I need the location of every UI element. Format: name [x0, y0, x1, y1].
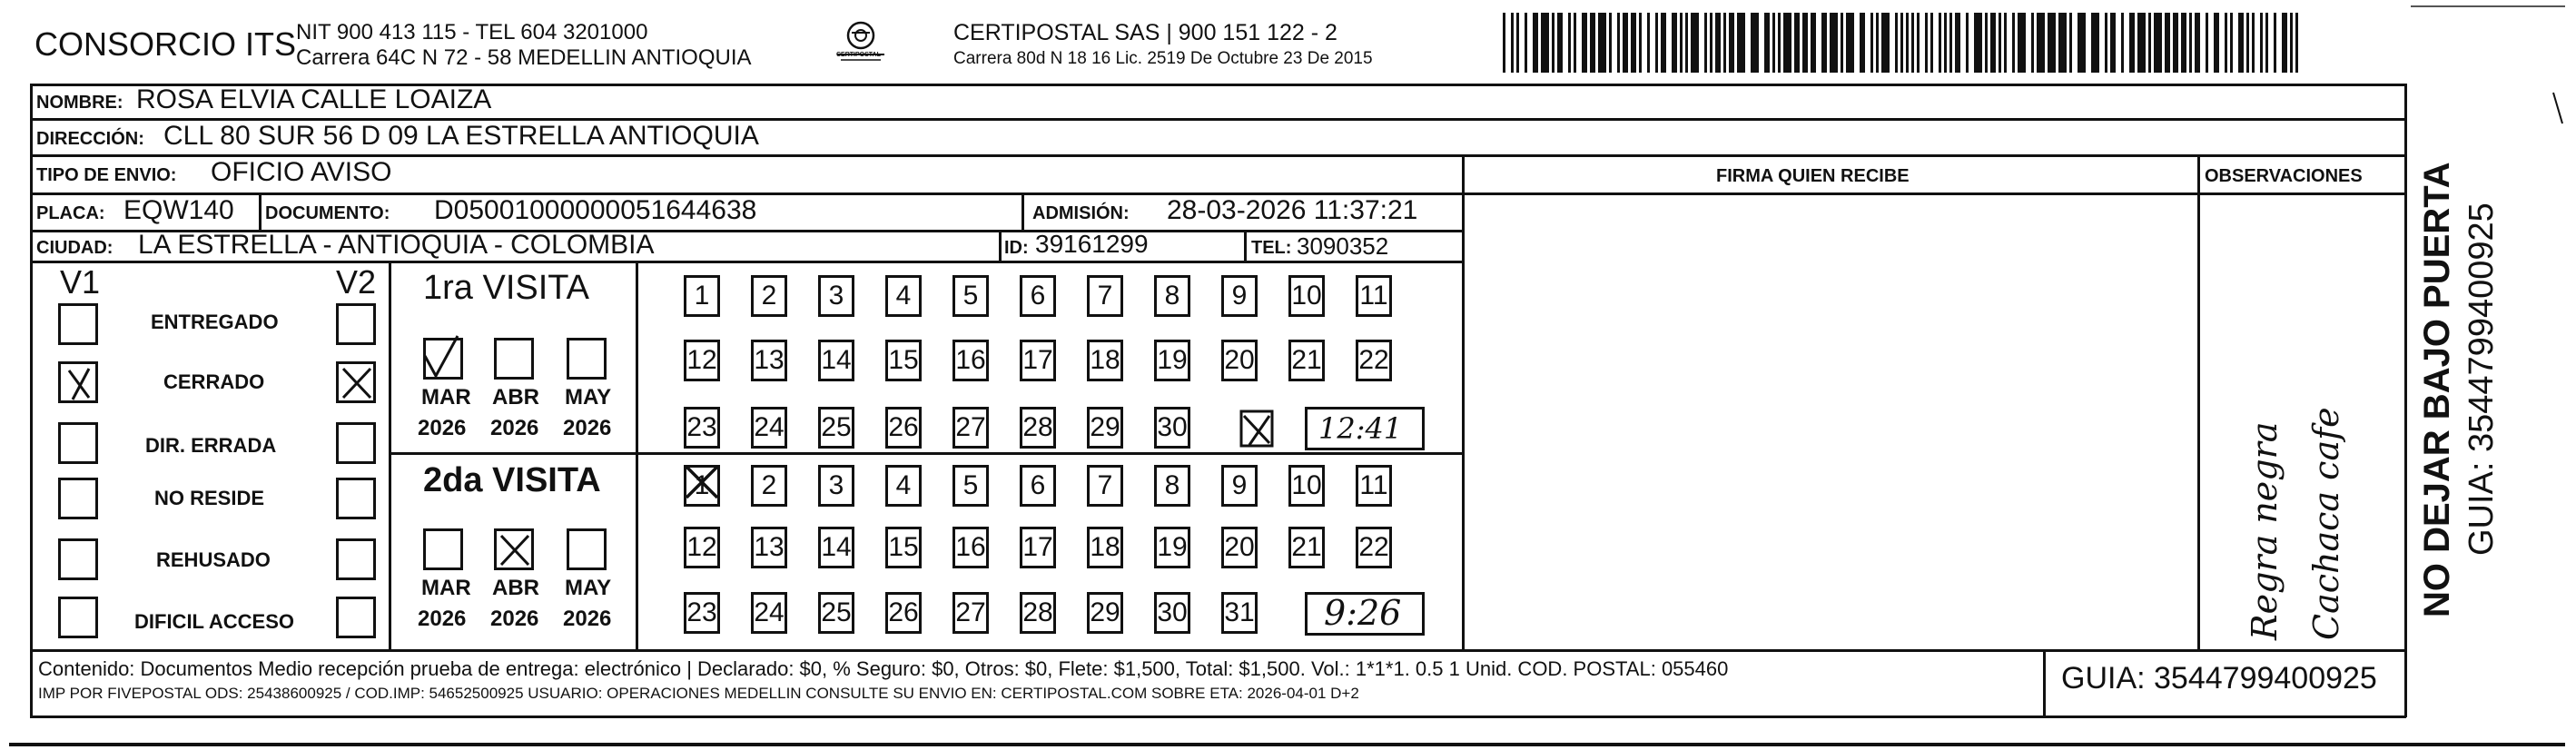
direccion-value: CLL 80 SUR 56 D 09 LA ESTRELLA ANTIOQUIA	[163, 121, 759, 151]
placa-value: EQW140	[123, 195, 234, 225]
footer-content-line: Contenido: Documentos Medio recepción prueba de entrega: electrónico | Declarado: $0, % Seguro: $0, Otros: $0, Flete: $1,500, Total: $1,500. Vol.: 1*1*1. 0.5 1 Unid. COD. POSTAL: 055460	[38, 657, 1729, 680]
barcode-bar	[1811, 13, 1816, 73]
barcode-bar	[1647, 13, 1650, 73]
visita1-month-mar: MAR	[421, 385, 471, 410]
barcode-bar	[2246, 13, 2249, 73]
barcode-bar	[1930, 13, 1933, 73]
barcode-bar	[1631, 13, 1636, 73]
barcode-bar	[1906, 13, 1909, 73]
company-name: CONSORCIO ITS	[35, 25, 297, 63]
barcode-bar	[2012, 13, 2015, 73]
visita2-day-8-box[interactable]: 8	[1154, 465, 1190, 507]
no-dejar-warning: NO DEJAR BAJO PUERTA	[2417, 162, 2457, 617]
barcode-bar	[2048, 13, 2056, 73]
barcode-bar	[2252, 13, 2255, 73]
visita1-day-7-box[interactable]: 7	[1087, 275, 1123, 317]
status-cerrado: CERRADO	[163, 370, 265, 393]
id-label: ID:	[1004, 238, 1029, 258]
v2-dir-errada-checkbox[interactable]	[336, 422, 376, 464]
barcode-bar	[1764, 13, 1770, 73]
barcode-bar	[1723, 13, 1726, 73]
barcode-bar	[2091, 13, 2099, 73]
company-address: Carrera 64C N 72 - 58 MEDELLIN ANTIOQUIA	[296, 45, 752, 70]
observation-line-1: Regra negra	[2245, 421, 2285, 640]
barcode-bar	[1990, 13, 1996, 73]
company-nit: NIT 900 413 115 - TEL 604 3201000	[296, 20, 648, 44]
barcode-bar	[1715, 13, 1721, 73]
barcode-bar	[1955, 13, 1960, 73]
status-dir-errada: DIR. ERRADA	[145, 434, 277, 457]
visita1-day-6-box[interactable]: 6	[1020, 275, 1056, 317]
barcode-bar	[2165, 13, 2170, 73]
courier-name: CERTIPOSTAL SAS | 900 151 122 - 2	[953, 20, 1337, 45]
visita1-day-15-box[interactable]: 15	[885, 340, 922, 381]
visita2-day-23-box[interactable]: 23	[684, 592, 720, 634]
barcode-bar	[2181, 13, 2186, 73]
barcode-bar	[1830, 13, 1838, 73]
barcode-bar	[1925, 13, 1928, 73]
barcode-bar	[1895, 13, 1898, 73]
visita2-day-2-box[interactable]: 2	[751, 465, 787, 507]
barcode-bar	[2195, 13, 2200, 73]
visita2-day-27-box[interactable]: 27	[952, 592, 989, 634]
status-no-reside: NO RESIDE	[154, 487, 265, 509]
barcode-bar	[1881, 13, 1890, 73]
direccion-label: DIRECCIÓN:	[36, 129, 144, 149]
visita2-day-18-box[interactable]: 18	[1087, 527, 1123, 568]
visita1-year-may: 2026	[563, 416, 612, 440]
barcode-bar	[2206, 13, 2208, 73]
visita1-day-19-box[interactable]: 19	[1154, 340, 1190, 381]
barcode	[1503, 13, 2302, 76]
barcode-bar	[1511, 13, 1514, 73]
visita2-day1-mark-icon	[681, 461, 725, 503]
visita1-day-2-box[interactable]: 2	[751, 275, 787, 317]
barcode-bar	[1876, 13, 1879, 73]
visita2-day-30-box[interactable]: 30	[1154, 592, 1190, 634]
visita2-day-26-box[interactable]: 26	[885, 592, 922, 634]
barcode-bar	[1541, 13, 1549, 73]
visita2-month-mar: MAR	[421, 576, 471, 600]
visita2-may-checkbox[interactable]	[567, 528, 607, 570]
visita1-hour-box[interactable]	[1305, 407, 1425, 450]
barcode-bar	[1568, 13, 1571, 73]
tel-label: TEL:	[1251, 238, 1292, 258]
visita1-day-12-box[interactable]: 12	[684, 340, 720, 381]
documento-value: D05001000000051644638	[434, 195, 757, 225]
barcode-bar	[1685, 13, 1688, 73]
courier-address: Carrera 80d N 18 16 Lic. 2519 De Octubre 23 De 2015	[953, 49, 1373, 68]
visita2-mar-checkbox[interactable]	[423, 528, 463, 570]
visita1-day-5-box[interactable]: 5	[952, 275, 989, 317]
barcode-bar	[1802, 13, 1808, 73]
visita2-day-24-box[interactable]: 24	[751, 592, 787, 634]
barcode-bar	[1949, 13, 1952, 73]
firma-header: FIRMA QUIEN RECIBE	[1716, 166, 1910, 186]
visita1-day-13-box[interactable]: 13	[751, 340, 787, 381]
barcode-bar	[1582, 13, 1587, 73]
v1-dir-errada-checkbox[interactable]	[58, 422, 98, 464]
barcode-bar	[1870, 13, 1873, 73]
barcode-bar	[1661, 13, 1666, 73]
visita1-day-25-box[interactable]: 25	[818, 407, 854, 449]
visita1-day-22-box[interactable]: 22	[1356, 340, 1392, 381]
id-value: 39161299	[1035, 230, 1149, 258]
visita1-day-18-box[interactable]: 18	[1087, 340, 1123, 381]
barcode-bar	[1772, 13, 1775, 73]
observaciones-header: OBSERVACIONES	[2205, 166, 2363, 186]
visita1-month-abr: ABR	[492, 385, 539, 410]
visita1-day31-mark-icon	[1239, 409, 1275, 449]
visita1-day-21-box[interactable]: 21	[1288, 340, 1325, 381]
barcode-bar	[2274, 13, 2276, 73]
barcode-bar	[1778, 13, 1781, 73]
visita2-day-28-box[interactable]: 28	[1020, 592, 1056, 634]
visita2-day-21-box[interactable]: 21	[1288, 527, 1325, 568]
barcode-bar	[1533, 13, 1538, 73]
barcode-bar	[1729, 13, 1734, 73]
barcode-bar	[2148, 13, 2151, 73]
barcode-bar	[2282, 13, 2287, 73]
barcode-bar	[1974, 13, 1982, 73]
visita1-day-28-box[interactable]: 28	[1020, 407, 1056, 449]
visita2-hour: 9:26	[1324, 593, 1402, 633]
barcode-bar	[1574, 13, 1576, 73]
barcode-bar	[2031, 13, 2034, 73]
visita1-abr-checkbox[interactable]	[494, 338, 534, 380]
barcode-bar	[1704, 13, 1707, 73]
barcode-bar	[2058, 13, 2067, 73]
visita1-day-1-box[interactable]: 1	[684, 275, 720, 317]
visita1-day-3-box[interactable]: 3	[818, 275, 854, 317]
barcode-bar	[2069, 13, 2072, 73]
visita1-day-8-box[interactable]: 8	[1154, 275, 1190, 317]
visita2-month-may: MAY	[565, 576, 612, 600]
visita1-day-24-box[interactable]: 24	[751, 407, 787, 449]
visita2-day-5-box[interactable]: 5	[952, 465, 989, 507]
barcode-bar	[1590, 13, 1595, 73]
barcode-bar	[1911, 13, 1914, 73]
barcode-bar	[1737, 13, 1745, 73]
barcode-bar	[1503, 13, 1505, 73]
barcode-bar	[1639, 13, 1642, 73]
status-entregado: ENTREGADO	[151, 311, 279, 333]
status-rehusado: REHUSADO	[156, 548, 271, 571]
visita2-day-3-box[interactable]: 3	[818, 465, 854, 507]
admision-value: 28-03-2026 11:37:21	[1167, 195, 1418, 225]
barcode-bar	[1609, 13, 1612, 73]
barcode-bar	[1999, 13, 2001, 73]
visita1-day-26-box[interactable]: 26	[885, 407, 922, 449]
visita2-day-22-box[interactable]: 22	[1356, 527, 1392, 568]
barcode-bar	[2121, 13, 2124, 73]
visita2-day-9-box[interactable]: 9	[1221, 465, 1258, 507]
v1-entregado-checkbox[interactable]	[58, 303, 98, 345]
barcode-bar	[1841, 13, 1843, 73]
visita1-day-20-box[interactable]: 20	[1221, 340, 1258, 381]
v2-no-reside-checkbox[interactable]	[336, 478, 376, 519]
barcode-bar	[2225, 13, 2227, 73]
visita2-day-14-box[interactable]: 14	[818, 527, 854, 568]
barcode-bar	[1623, 13, 1628, 73]
visita1-day-9-box[interactable]: 9	[1221, 275, 1258, 317]
footer-imp-line: IMP POR FIVEPOSTAL ODS: 25438600925 / COD.IMP: 54652500925 USUARIO: OPERACIONES MEDELLIN CONSULTE SU ENVIO EN: CERTIPOSTAL.COM SOBRE ETA: 2026-04-01 D+2	[38, 685, 1359, 702]
v2-label: V2	[336, 263, 377, 301]
v2-rehusado-checkbox[interactable]	[336, 538, 376, 580]
visita1-day-4-box[interactable]: 4	[885, 275, 922, 317]
barcode-bar	[2260, 13, 2263, 73]
barcode-bar	[2078, 13, 2086, 73]
barcode-bar	[1783, 13, 1791, 73]
barcode-bar	[1557, 13, 1563, 73]
barcode-bar	[1794, 13, 1800, 73]
visita1-day-14-box[interactable]: 14	[818, 340, 854, 381]
barcode-bar	[1598, 13, 1606, 73]
barcode-bar	[1552, 13, 1554, 73]
visita1-year-mar: 2026	[418, 416, 467, 440]
barcode-bar	[2230, 13, 2233, 73]
barcode-bar	[1680, 13, 1683, 73]
visita1-day-10-box[interactable]: 10	[1288, 275, 1325, 317]
visita2-day-25-box[interactable]: 25	[818, 592, 854, 634]
status-dificil-acceso: DIFICIL ACCESO	[134, 610, 295, 633]
barcode-bar	[2295, 13, 2298, 73]
barcode-bar	[2214, 13, 2219, 73]
visita1-may-checkbox[interactable]	[567, 338, 607, 380]
v2-dificil-acceso-checkbox[interactable]	[336, 597, 376, 638]
barcode-bar	[2004, 13, 2007, 73]
visita1-hour: 12:41	[1318, 411, 1403, 446]
barcode-bar	[1917, 13, 1920, 73]
barcode-bar	[2105, 13, 2107, 73]
visita2-year-abr: 2026	[490, 607, 539, 631]
barcode-bar	[1985, 13, 1988, 73]
barcode-bar	[1821, 13, 1827, 73]
barcode-bar	[2137, 13, 2146, 73]
barcode-bar	[1860, 13, 1865, 73]
visita1-day-16-box[interactable]: 16	[952, 340, 989, 381]
v1-rehusado-checkbox[interactable]	[58, 538, 98, 580]
footer-guia: GUIA: 3544799400925	[2061, 661, 2377, 696]
tipo-value: OFICIO AVISO	[211, 157, 392, 187]
certipostal-logo: CERTIPOSTAL	[834, 20, 888, 67]
visita2-hour-box[interactable]	[1305, 592, 1425, 636]
v2-entregado-checkbox[interactable]	[336, 303, 376, 345]
barcode-bar	[2018, 13, 2026, 73]
visita2-day-10-box[interactable]: 10	[1288, 465, 1325, 507]
observation-line-2: Cachaca cafe	[2306, 407, 2346, 640]
visita1-day-23-box[interactable]: 23	[684, 407, 720, 449]
barcode-bar	[2129, 13, 2135, 73]
visita1-day-27-box[interactable]: 27	[952, 407, 989, 449]
barcode-bar	[2238, 13, 2244, 73]
bottom-rule	[9, 743, 2565, 746]
barcode-bar	[1617, 13, 1620, 73]
barcode-bar	[2290, 13, 2293, 73]
visita2-day-31-box[interactable]: 31	[1221, 592, 1258, 634]
barcode-bar	[2173, 13, 2178, 73]
visita1-day-17-box[interactable]: 17	[1020, 340, 1056, 381]
visita1-year-abr: 2026	[490, 416, 539, 440]
barcode-bar	[1691, 13, 1699, 73]
visita2-day-7-box[interactable]: 7	[1087, 465, 1123, 507]
visita1-month-may: MAY	[565, 385, 612, 410]
barcode-bar	[1710, 13, 1712, 73]
barcode-bar	[2037, 13, 2045, 73]
barcode-bar	[1900, 13, 1903, 73]
visita1-day-11-box[interactable]: 11	[1356, 275, 1392, 317]
barcode-bar	[1944, 13, 1947, 73]
ciudad-value: LA ESTRELLA - ANTIOQUIA - COLOMBIA	[138, 230, 655, 260]
visita2-day-17-box[interactable]: 17	[1020, 527, 1056, 568]
visita2-day-15-box[interactable]: 15	[885, 527, 922, 568]
visita2-day-6-box[interactable]: 6	[1020, 465, 1056, 507]
nombre-label: NOMBRE:	[36, 93, 123, 113]
barcode-bar	[2154, 13, 2162, 73]
visita1-title: 1ra VISITA	[423, 269, 590, 307]
nombre-value: ROSA ELVIA CALLE LOAIZA	[136, 84, 492, 114]
visita2-title: 2da VISITA	[423, 461, 601, 499]
v1-cerrado-mark-icon	[62, 363, 98, 403]
barcode-bar	[2265, 13, 2268, 73]
visita2-day-1-box[interactable]: 1	[684, 465, 720, 507]
v1-no-reside-checkbox[interactable]	[58, 478, 98, 519]
placa-label: PLACA:	[36, 203, 105, 223]
v1-dificil-acceso-checkbox[interactable]	[58, 597, 98, 638]
ciudad-label: CIUDAD:	[36, 238, 114, 258]
barcode-bar	[1655, 13, 1658, 73]
visita2-month-abr: ABR	[492, 576, 539, 600]
barcode-bar	[1966, 13, 1969, 73]
visita2-day-4-box[interactable]: 4	[885, 465, 922, 507]
barcode-bar	[1525, 13, 1527, 73]
visita2-year-mar: 2026	[418, 607, 467, 631]
visita1-mar-check-icon	[419, 332, 465, 380]
visita2-day-29-box[interactable]: 29	[1087, 592, 1123, 634]
visita1-day-30-box[interactable]: 30	[1154, 407, 1190, 449]
v1-label: V1	[60, 263, 101, 301]
visita2-year-may: 2026	[563, 607, 612, 631]
side-guia: GUIA: 3544799400925	[2462, 202, 2501, 556]
barcode-bar	[2110, 13, 2116, 73]
visita1-day-29-box[interactable]: 29	[1087, 407, 1123, 449]
visita2-day-11-box[interactable]: 11	[1356, 465, 1392, 507]
tel-value: 3090352	[1297, 232, 1389, 260]
documento-label: DOCUMENTO:	[265, 203, 390, 223]
admision-label: ADMISIÓN:	[1032, 203, 1130, 223]
barcode-bar	[1672, 13, 1677, 73]
barcode-bar	[2189, 13, 2192, 73]
barcode-bar	[1516, 13, 1519, 73]
visita2-day-12-box[interactable]: 12	[684, 527, 720, 568]
tipo-label: TIPO DE ENVIO:	[36, 165, 177, 185]
visita2-day-19-box[interactable]: 19	[1154, 527, 1190, 568]
corner-mark-icon	[2550, 87, 2568, 133]
visita2-day-20-box[interactable]: 20	[1221, 527, 1258, 568]
v2-cerrado-mark-icon	[340, 365, 376, 401]
visita2-abr-mark-icon	[498, 532, 534, 568]
barcode-bar	[1751, 13, 1759, 73]
barcode-bar	[1846, 13, 1854, 73]
visita2-day-16-box[interactable]: 16	[952, 527, 989, 568]
visita2-day-13-box[interactable]: 13	[751, 527, 787, 568]
barcode-bar	[1939, 13, 1941, 73]
